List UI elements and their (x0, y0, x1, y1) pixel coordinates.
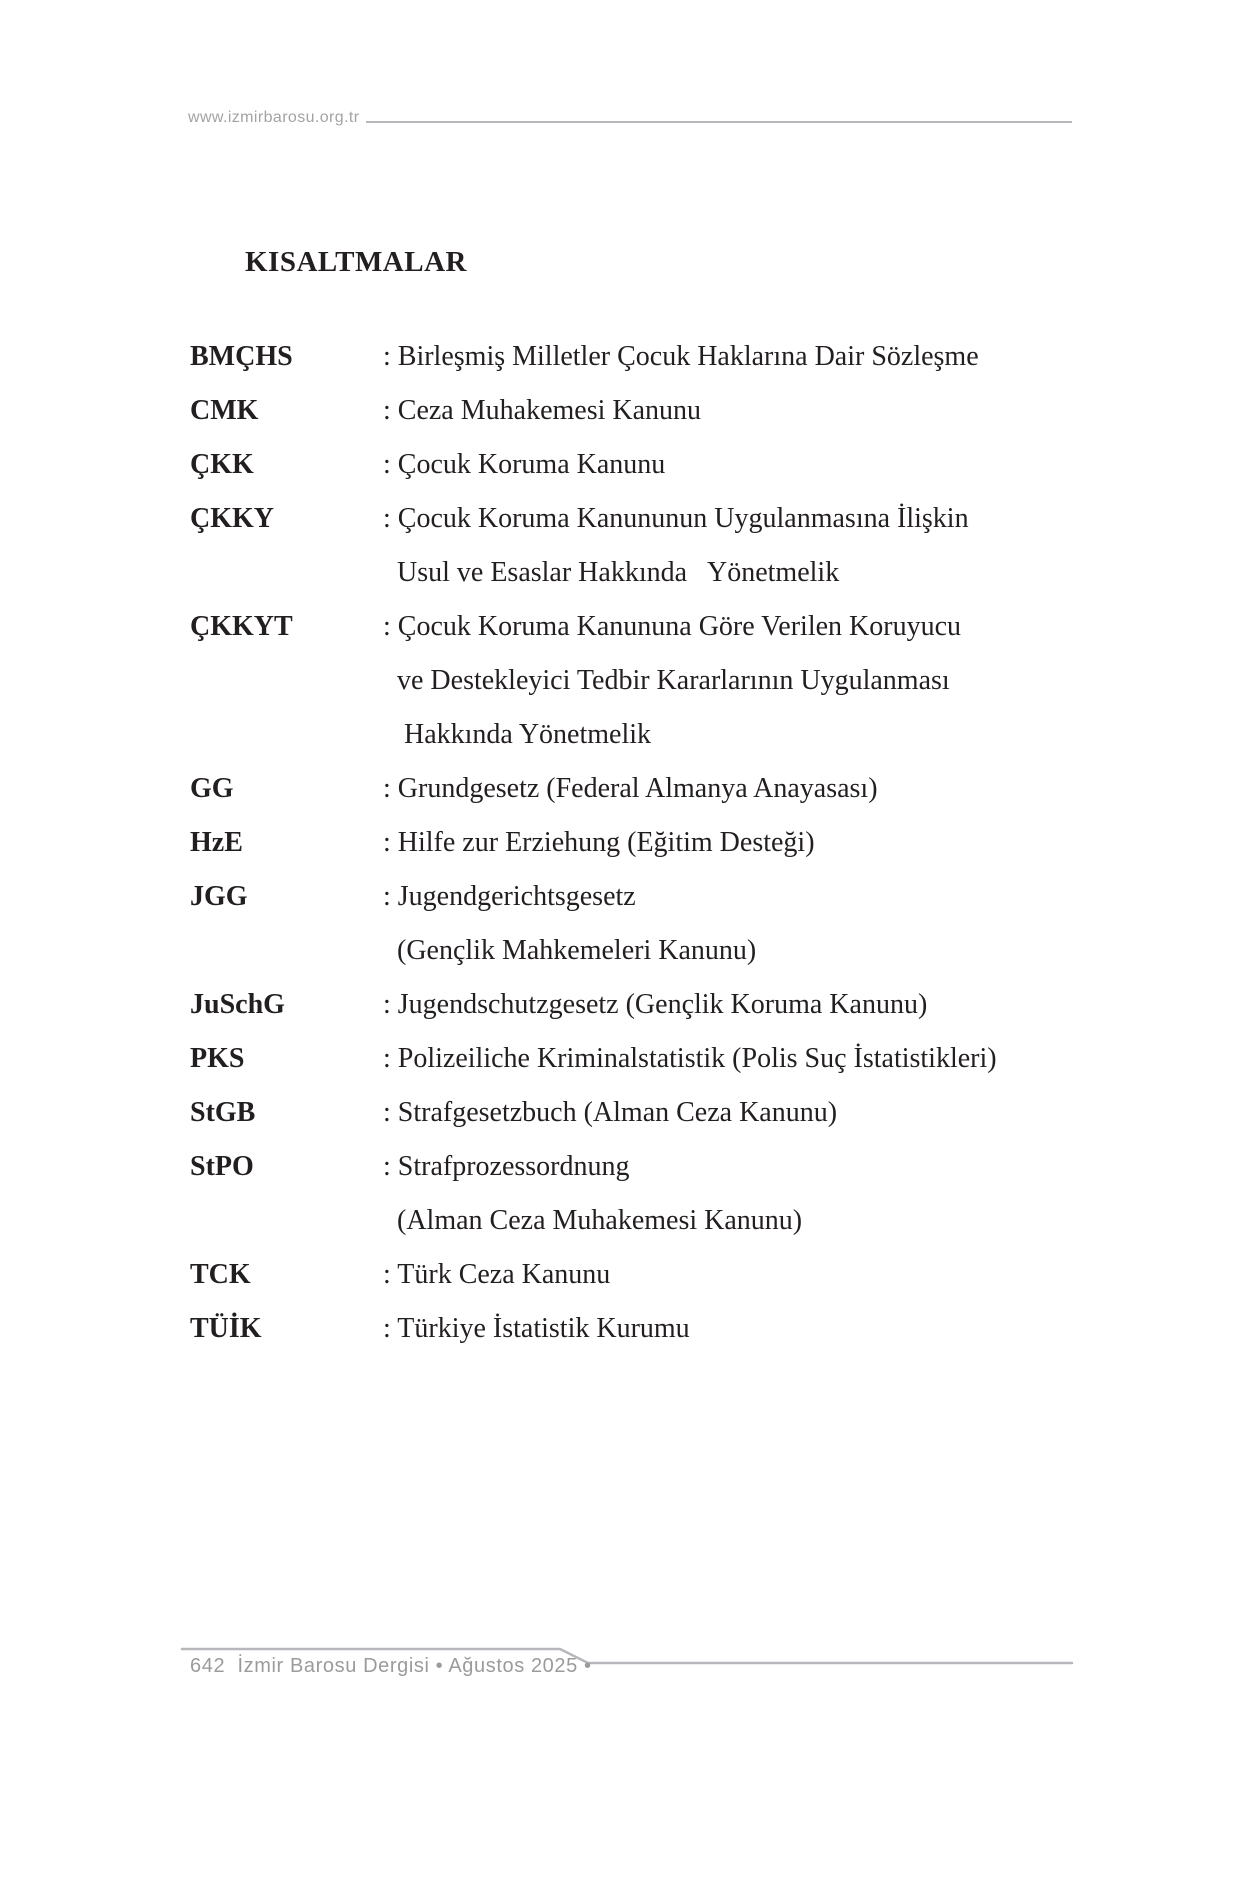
abbreviation-row (190, 816, 1130, 870)
abbreviation-term: StPO (190, 1151, 254, 1182)
abbreviation-term: StGB (190, 1097, 256, 1128)
abbreviation-definition: : Jugendgerichtsgesetz (383, 881, 636, 912)
abbreviation-definition: : Strafprozessordnung (383, 1151, 630, 1182)
abbreviation-term: TÜİK (190, 1313, 262, 1344)
abbreviation-line (190, 330, 1130, 384)
abbreviation-term: JGG (190, 881, 248, 912)
abbreviation-definition: : Türkiye İstatistik Kurumu (383, 1313, 690, 1344)
abbreviation-row (190, 1140, 1130, 1248)
page-title: KISALTMALAR (245, 246, 467, 278)
abbreviation-term: BMÇHS (190, 341, 293, 372)
abbreviation-line (190, 708, 1130, 762)
abbreviation-definition: : Ceza Muhakemesi Kanunu (383, 395, 702, 426)
abbreviation-line (190, 762, 1130, 816)
footer-page-info: 642 İzmir Barosu Dergisi • Ağustos 2025 • (190, 1655, 592, 1677)
abbreviation-line (190, 870, 1130, 924)
abbreviation-definition: Usul ve Esaslar Hakkında Yönetmelik (397, 557, 840, 588)
abbreviation-row (190, 600, 1130, 762)
abbreviation-line (190, 1302, 1130, 1356)
header-website-url: www.izmirbarosu.org.tr (188, 109, 360, 126)
abbreviation-line (190, 384, 1130, 438)
abbreviation-line (190, 438, 1130, 492)
abbreviation-definition: ve Destekleyici Tedbir Kararlarının Uygulanması (397, 665, 950, 696)
abbreviation-term: PKS (190, 1043, 245, 1074)
abbreviation-definition: : Birleşmiş Milletler Çocuk Haklarına Dair Sözleşme (383, 341, 979, 372)
abbreviation-definition: : Hilfe zur Erziehung (Eğitim Desteği) (383, 827, 815, 858)
abbreviation-definition: : Jugendschutzgesetz (Gençlik Koruma Kanunu) (383, 989, 928, 1020)
abbreviation-term: ÇKKYT (190, 611, 293, 642)
abbreviation-row (190, 978, 1130, 1032)
abbreviation-term: JuSchG (190, 989, 285, 1020)
abbreviation-row (190, 384, 1130, 438)
abbreviation-definition: : Çocuk Koruma Kanununun Uygulanmasına İlişkin (383, 503, 969, 534)
abbreviation-line (190, 1140, 1130, 1194)
abbreviation-term: CMK (190, 395, 259, 426)
abbreviation-term: ÇKKY (190, 503, 274, 534)
abbreviation-row (190, 492, 1130, 600)
abbreviation-definition: : Çocuk Koruma Kanununa Göre Verilen Koruyucu (383, 611, 962, 642)
abbreviation-row (190, 438, 1130, 492)
abbreviation-definition: : Türk Ceza Kanunu (383, 1259, 611, 1290)
abbreviation-line (190, 492, 1130, 546)
abbreviation-definition: : Strafgesetzbuch (Alman Ceza Kanunu) (383, 1097, 838, 1128)
abbreviation-line (190, 1032, 1130, 1086)
abbreviation-term: GG (190, 773, 234, 804)
abbreviation-line (190, 1194, 1130, 1248)
abbreviation-line (190, 924, 1130, 978)
abbreviation-definition: (Alman Ceza Muhakemesi Kanunu) (397, 1205, 803, 1236)
abbreviation-row (190, 330, 1130, 384)
abbreviation-term: ÇKK (190, 449, 254, 480)
abbreviation-term: HzE (190, 827, 243, 858)
abbreviation-term: TCK (190, 1259, 251, 1290)
abbreviation-line (190, 1248, 1130, 1302)
abbreviation-definition: : Grundgesetz (Federal Almanya Anayasası) (383, 773, 878, 804)
abbreviation-line (190, 978, 1130, 1032)
abbreviation-definition: : Çocuk Koruma Kanunu (383, 449, 666, 480)
abbreviation-definition: Hakkında Yönetmelik (397, 719, 652, 750)
abbreviation-row (190, 1302, 1130, 1356)
abbreviation-definition: : Polizeiliche Kriminalstatistik (Polis Suç İstatistikleri) (383, 1043, 997, 1074)
abbreviation-row (190, 1248, 1130, 1302)
abbreviation-list (190, 330, 1130, 1356)
abbreviation-line (190, 1086, 1130, 1140)
abbreviation-row (190, 870, 1130, 978)
abbreviation-line (190, 654, 1130, 708)
abbreviation-row (190, 762, 1130, 816)
abbreviation-row (190, 1086, 1130, 1140)
abbreviation-definition: (Gençlik Mahkemeleri Kanunu) (397, 935, 757, 966)
abbreviation-line (190, 546, 1130, 600)
abbreviation-line (190, 816, 1130, 870)
header-rule-line (366, 121, 1072, 123)
abbreviation-row (190, 1032, 1130, 1086)
abbreviation-line (190, 600, 1130, 654)
